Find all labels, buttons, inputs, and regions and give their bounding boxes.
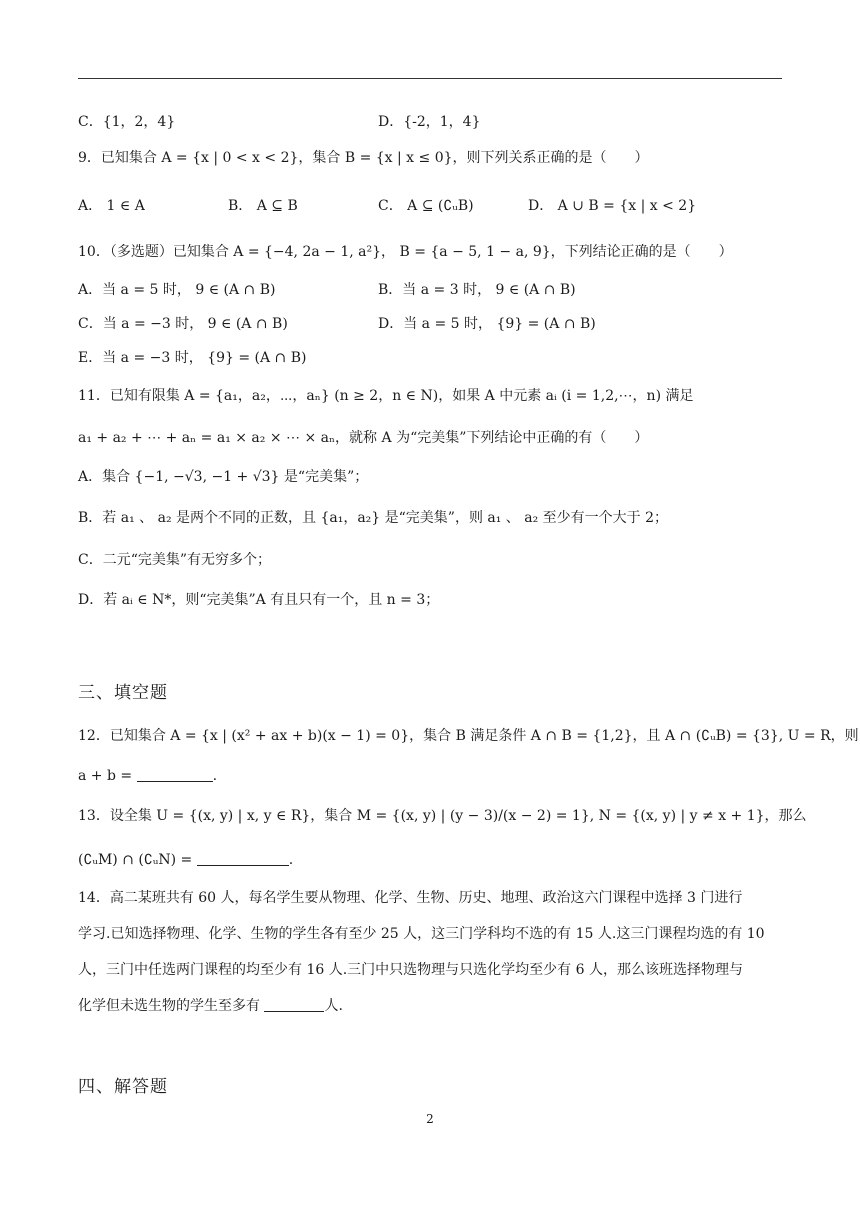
q9-option-a: A． 1 ∈ A: [78, 198, 145, 214]
q10-stem: 10．（多选题）已知集合 A = {−4, 2a − 1, a²}， B = {a − 5, 1 − a, 9}，下列结论正确的是（ ）: [78, 244, 733, 260]
q11-option-c: C．二元“完美集”有无穷多个；: [78, 552, 272, 568]
q13-stem-line1: 13．设全集 U = {(x, y) | x, y ∈ R}，集合 M = {(x, y) | (y − 3)/(x − 2) = 1}, N = {(x, y) | y ≠ x + 1}，那么: [78, 808, 807, 824]
q10-option-a: A．当 a = 5 时， 9 ∈ (A ∩ B): [78, 282, 276, 298]
q10-option-d: D．当 a = 5 时， {9} = (A ∩ B): [378, 316, 596, 332]
q13-answer-blank[interactable]: [197, 851, 289, 866]
q14-line4: [78, 996, 343, 1016]
q13-answer-suffix: .: [288, 852, 294, 868]
q14-line3: 人，三门中任选两门课程的均至少有 16 人.三门中只选物理与只选化学均至少有 6 人，那么该班选择物理与: [78, 962, 743, 978]
q10-option-e: E．当 a = −3 时， {9} = (A ∩ B): [78, 350, 307, 366]
q12-answer-suffix: .: [212, 768, 218, 784]
q12-answer-blank[interactable]: [137, 767, 213, 782]
q11-option-b: B．若 a₁ 、 a₂ 是两个不同的正数，且 {a₁，a₂} 是“完美集”，则 a₁ 、 a₂ 至少有一个大于 2；: [78, 510, 669, 526]
q10-option-b: B．当 a = 3 时， 9 ∈ (A ∩ B): [378, 282, 576, 298]
q13-answer-prefix: (∁ᵤM) ∩ (∁ᵤN) =: [78, 852, 193, 868]
q14-answer-blank[interactable]: [264, 997, 324, 1012]
q11-stem-line2: a₁ + a₂ + ⋯ + aₙ = a₁ × a₂ × ⋯ × aₙ，就称 A 为“完美集”下列结论中正确的有（ ）: [78, 430, 649, 446]
q11-option-a: A．集合 {−1, −√3, −1 + √3} 是“完美集”；: [78, 469, 369, 485]
q12-answer-prefix: a + b =: [78, 768, 133, 784]
q9-option-d: D． A ∪ B = {x | x < 2}: [528, 198, 697, 214]
q11-stem-line1: 11．已知有限集 A = {a₁，a₂，⋯，aₙ} (n ≥ 2，n ∈ N)，如果 A 中元素 aᵢ (i = 1,2,⋯，n) 满足: [78, 388, 694, 404]
q9-option-c: C． A ⊆ (∁ᵤB): [378, 198, 474, 214]
q12-stem-line1: 12．已知集合 A = {x | (x² + ax + b)(x − 1) = 0}，集合 B 满足条件 A ∩ B = {1,2}，且 A ∩ (∁ᵤB) = {3}, U = R，则: [78, 728, 859, 744]
section-heading-fill-in: 三、填空题: [78, 683, 168, 703]
header-rule: [78, 78, 782, 79]
q13-stem-line2: [78, 850, 293, 870]
q9-option-b: B． A ⊆ B: [228, 198, 298, 214]
q10-option-c: C．当 a = −3 时， 9 ∈ (A ∩ B): [78, 316, 288, 332]
section-heading-solutions: 四、解答题: [78, 1077, 168, 1097]
q14-answer-suffix: 人.: [324, 998, 343, 1014]
q9-stem: 9．已知集合 A = {x | 0 < x < 2}，集合 B = {x | x ≤ 0}，则下列关系正确的是（ ）: [78, 150, 649, 166]
page-number: 2: [426, 1112, 434, 1126]
q14-answer-prefix: 化学但未选生物的学生至多有: [78, 998, 260, 1014]
q8-option-d: D．{-2，1，4}: [378, 114, 481, 130]
q14-line2: 学习.已知选择物理、化学、生物的学生各有至少 25 人，这三门学科均不选的有 15 人.这三门课程均选的有 10: [78, 926, 765, 942]
q12-stem-line2: [78, 766, 217, 786]
q11-option-d: D．若 aᵢ ∈ N*，则“完美集”A 有且只有一个，且 n = 3；: [78, 592, 440, 608]
q8-option-c: C．{1，2，4}: [78, 114, 176, 130]
q14-line1: 14．高二某班共有 60 人，每名学生要从物理、化学、生物、历史、地理、政治这六门课程中选择 3 门进行: [78, 890, 743, 906]
